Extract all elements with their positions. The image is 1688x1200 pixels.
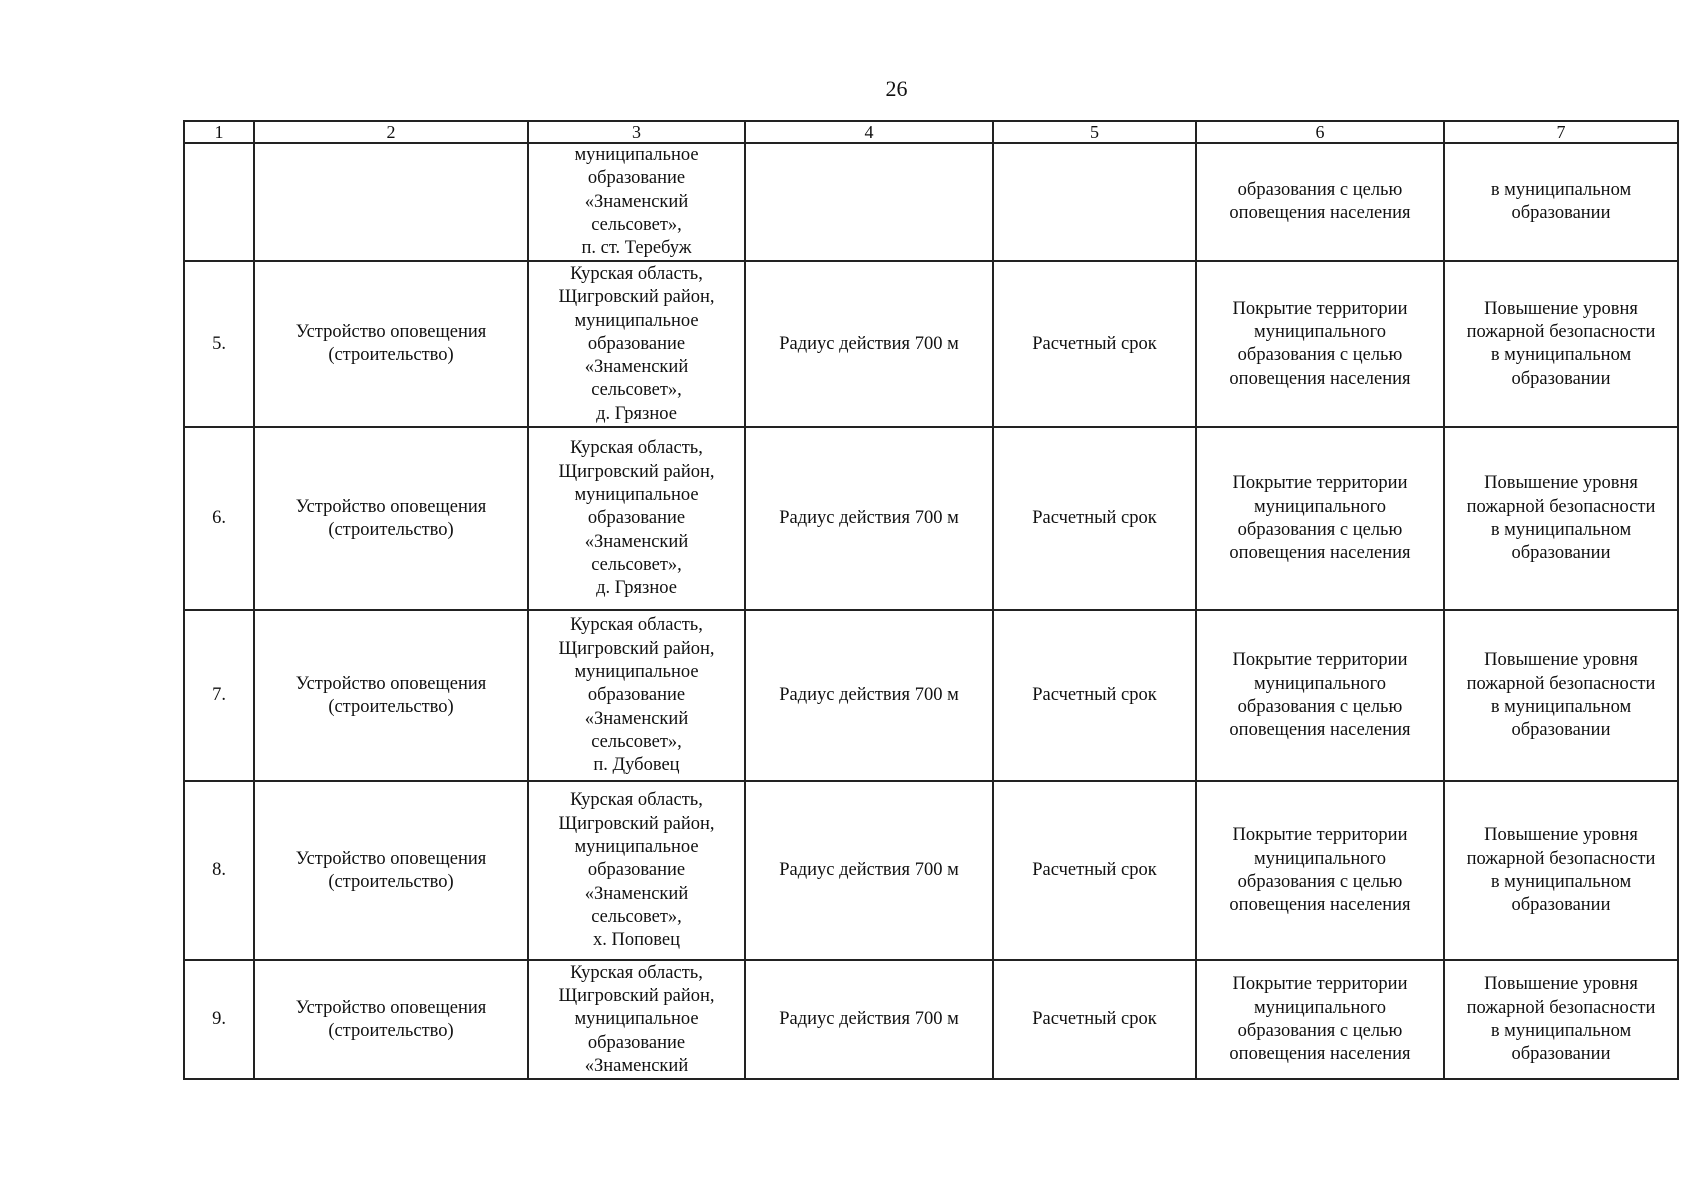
measures-table	[183, 120, 1679, 1080]
effect-cell: Повышение уровня пожарной безопасности в муниципальном образовании	[1444, 960, 1678, 1079]
table-row	[184, 261, 1678, 427]
column-header: 1	[184, 121, 254, 143]
location-cell: Курская область, Щигровский район, муниципальное образование «Знаменский сельсовет», д. Грязное	[528, 261, 745, 427]
table-row	[184, 427, 1678, 610]
table-row	[184, 610, 1678, 781]
column-header: 7	[1444, 121, 1678, 143]
effect-cell: Повышение уровня пожарной безопасности в муниципальном образовании	[1444, 427, 1678, 610]
measure-name: Устройство оповещения (строительство)	[254, 960, 528, 1079]
location-cell: муниципальное образование «Знаменский сельсовет», п. ст. Теребуж	[528, 143, 745, 261]
measure-name: Устройство оповещения (строительство)	[254, 427, 528, 610]
goal-cell: Покрытие территории муниципального образования с целью оповещения населения	[1196, 960, 1444, 1079]
column-header: 4	[745, 121, 993, 143]
table-row	[184, 960, 1678, 1079]
effect-cell: Повышение уровня пожарной безопасности в муниципальном образовании	[1444, 610, 1678, 781]
table-row	[184, 143, 1678, 261]
term-cell: Расчетный срок	[993, 610, 1196, 781]
goal-cell: образования с целью оповещения населения	[1196, 143, 1444, 261]
term-cell	[993, 143, 1196, 261]
parameter-cell: Радиус действия 700 м	[745, 261, 993, 427]
effect-cell: в муниципальном образовании	[1444, 143, 1678, 261]
table-row	[184, 781, 1678, 960]
measure-name	[254, 143, 528, 261]
location-cell: Курская область, Щигровский район, муниципальное образование «Знаменский сельсовет», д. Грязное	[528, 427, 745, 610]
column-header: 6	[1196, 121, 1444, 143]
location-cell: Курская область, Щигровский район, муниципальное образование «Знаменский сельсовет», х. Поповец	[528, 781, 745, 960]
location-cell: Курская область, Щигровский район, муниципальное образование «Знаменский	[528, 960, 745, 1079]
column-header: 2	[254, 121, 528, 143]
row-number: 5.	[184, 261, 254, 427]
term-cell: Расчетный срок	[993, 781, 1196, 960]
location-cell: Курская область, Щигровский район, муниципальное образование «Знаменский сельсовет», п. Дубовец	[528, 610, 745, 781]
parameter-cell: Радиус действия 700 м	[745, 610, 993, 781]
goal-cell: Покрытие территории муниципального образования с целью оповещения населения	[1196, 427, 1444, 610]
term-cell: Расчетный срок	[993, 261, 1196, 427]
measure-name: Устройство оповещения (строительство)	[254, 781, 528, 960]
measure-name: Устройство оповещения (строительство)	[254, 261, 528, 427]
table-header-row	[184, 121, 1678, 143]
term-cell: Расчетный срок	[993, 427, 1196, 610]
parameter-cell: Радиус действия 700 м	[745, 427, 993, 610]
row-number: 6.	[184, 427, 254, 610]
parameter-cell: Радиус действия 700 м	[745, 781, 993, 960]
term-cell: Расчетный срок	[993, 960, 1196, 1079]
effect-cell: Повышение уровня пожарной безопасности в муниципальном образовании	[1444, 781, 1678, 960]
measure-name: Устройство оповещения (строительство)	[254, 610, 528, 781]
row-number	[184, 143, 254, 261]
page-number: 26	[885, 76, 908, 101]
effect-cell: Повышение уровня пожарной безопасности в муниципальном образовании	[1444, 261, 1678, 427]
column-header: 5	[993, 121, 1196, 143]
column-header: 3	[528, 121, 745, 143]
goal-cell: Покрытие территории муниципального образования с целью оповещения населения	[1196, 781, 1444, 960]
parameter-cell	[745, 143, 993, 261]
parameter-cell: Радиус действия 700 м	[745, 960, 993, 1079]
row-number: 8.	[184, 781, 254, 960]
goal-cell: Покрытие территории муниципального образования с целью оповещения населения	[1196, 610, 1444, 781]
row-number: 9.	[184, 960, 254, 1079]
row-number: 7.	[184, 610, 254, 781]
goal-cell: Покрытие территории муниципального образования с целью оповещения населения	[1196, 261, 1444, 427]
